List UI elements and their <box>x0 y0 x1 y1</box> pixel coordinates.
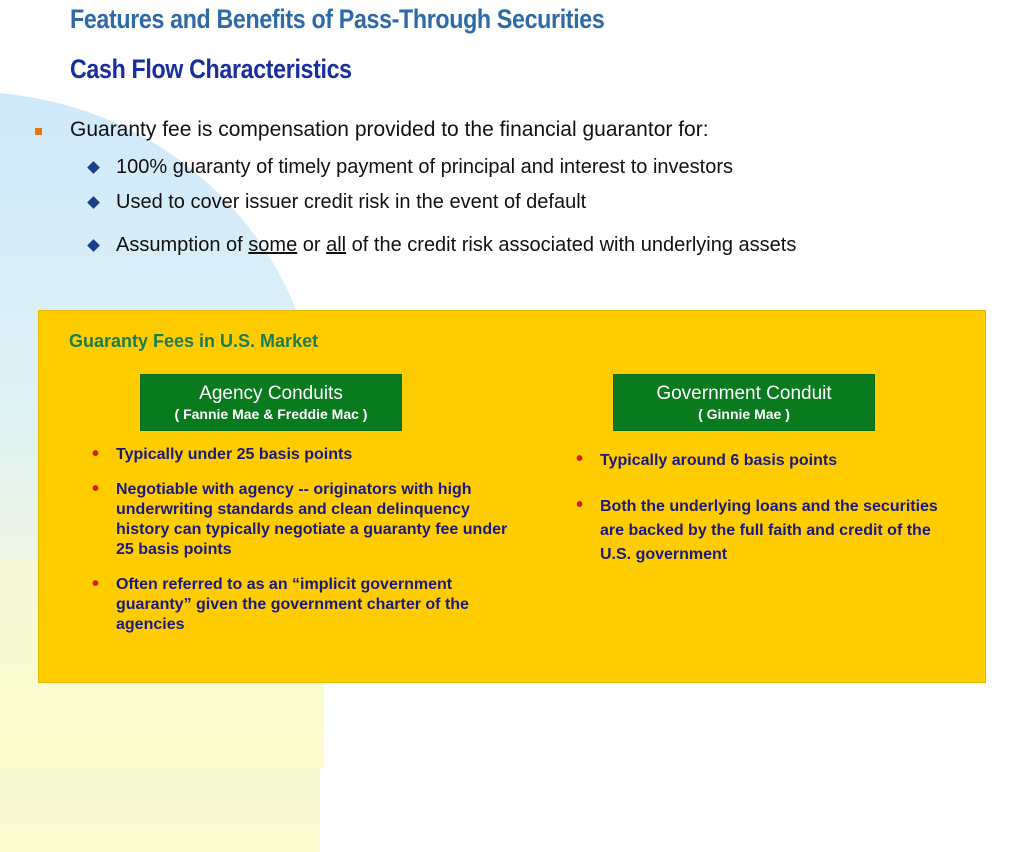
slide-subtitle: Cash Flow Characteristics <box>70 54 352 84</box>
government-conduit-list <box>576 449 956 589</box>
bullet-dot-icon: • <box>92 573 100 595</box>
list-item <box>92 575 512 635</box>
list-item <box>576 495 956 567</box>
diamond-bullet-icon <box>87 196 100 209</box>
assumption-or: or <box>297 234 327 256</box>
sub-bullet <box>86 234 796 257</box>
list-item-text: Typically around 6 basis points <box>600 452 838 469</box>
bullet-dot-icon: • <box>92 443 100 465</box>
sub-bullet-text: 100% guaranty of timely payment of principal and interest to investors <box>116 156 733 178</box>
bullet-dot-icon: • <box>576 448 584 470</box>
sub-bullet <box>86 156 733 179</box>
main-bullet-text: Guaranty fee is compensation provided to the financial guarantor for: <box>70 118 709 141</box>
agency-conduits-box <box>140 374 402 431</box>
bullet-dot-icon: • <box>576 494 584 516</box>
assumption-prefix: Assumption of <box>116 234 249 256</box>
sub-bullet-text <box>116 234 796 257</box>
sub-bullet-text: Used to cover issuer credit risk in the event of default <box>116 191 587 213</box>
list-item-text: Often referred to as an “implicit government guaranty” given the government charter of the agencies <box>116 576 469 633</box>
government-conduit-box <box>613 374 875 431</box>
agency-conduits-subheading: ( Fannie Mae & Freddie Mac ) <box>174 406 368 422</box>
main-bullet <box>30 118 709 142</box>
list-item <box>576 449 956 473</box>
assumption-suffix: of the credit risk associated with underlying assets <box>346 234 797 256</box>
agency-conduits-heading: Agency Conduits <box>199 383 343 404</box>
diamond-bullet-icon <box>87 161 100 174</box>
underlined-some: some <box>248 234 298 256</box>
list-item <box>92 480 512 560</box>
diamond-bullet-icon <box>87 239 100 252</box>
guaranty-fees-panel <box>38 310 986 683</box>
list-item-text: Both the underlying loans and the securities are backed by the full faith and credit of the U.S. government <box>600 498 938 563</box>
bullet-dot-icon: • <box>92 478 100 500</box>
square-bullet-icon <box>35 128 42 135</box>
list-item-text: Typically under 25 basis points <box>116 446 353 463</box>
agency-conduits-list <box>92 445 512 650</box>
government-conduit-subheading: ( Ginnie Mae ) <box>698 406 790 422</box>
list-item <box>92 445 512 465</box>
panel-title: Guaranty Fees in U.S. Market <box>69 331 319 351</box>
slide-title: Features and Benefits of Pass-Through Securities <box>70 4 605 34</box>
list-item-text: Negotiable with agency -- originators with high underwriting standards and clean delinquency history can typically negotiate a guaranty fee under 25 basis points <box>116 481 508 558</box>
underlined-all: all <box>326 234 347 256</box>
sub-bullet <box>86 191 586 214</box>
government-conduit-heading: Government Conduit <box>656 383 832 404</box>
